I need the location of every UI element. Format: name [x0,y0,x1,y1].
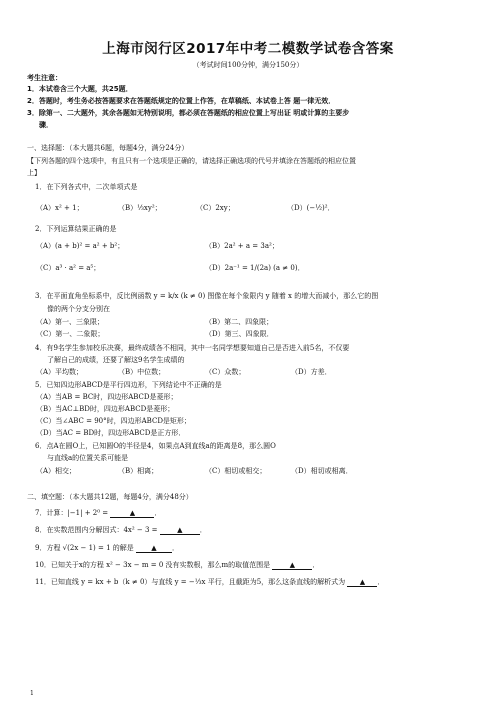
q9-answer-blank[interactable]: ▲ [136,543,172,553]
notice-item-1: 1．本试卷含三个大题，共25题． [27,85,133,93]
q3-option-b: （B）第二、四象限； [205,318,274,326]
q5-option-b: （B）当AC⊥BD时，四边形ABCD是菱形； [36,405,175,413]
q6-option-a: （A）相交； [36,467,77,475]
page-number: 1 [30,690,34,697]
q2-option-b: （B）2a² + a = 3a²； [205,242,279,250]
notice-item-2: 2．答题时，考生务必按答题要求在答题纸规定的位置上作答，在草稿纸、本试卷上答 题一律无效． [27,97,336,105]
q1-option-d: （D）(−½)²． [287,204,335,212]
q5-stem: 5．已知四边形ABCD是平行四边形，下列结论中不正确的是 [35,381,222,389]
q8-stem: 8．在实数范围内分解因式：4x² − 3 = [35,526,158,534]
q3-option-d: （D）第三、四象限． [205,330,274,338]
q10-answer-blank[interactable]: ▲ [272,560,312,570]
q9-stem: 9．方程 √(2x − 1) = 1 的解是 [35,544,134,552]
q10-stem: 10．已知关于x的方程 x² − 3x − m = 0 没有实数根，那么m的取值范围是 [35,561,271,569]
q7-stem: 7．计算：|−1| + 2⁰ = [35,509,109,517]
q4-option-a: （A）平均数； [36,368,84,376]
q6-option-c: （C）相切或相交； [205,467,267,475]
q8-row: 8．在实数范围内分解因式：4x² − 3 = ▲ ． [35,525,207,534]
q8-answer-blank[interactable]: ▲ [160,525,200,535]
q10-row: 10．已知关于x的方程 x² − 3x − m = 0 没有实数根，那么m的取值范围是 ▲ ． [35,560,320,569]
q1-option-b: （B）⅓xy²； [118,204,162,212]
q4-option-b: （B）中位数； [118,368,166,376]
q11-row: 11．已知直线 y = kx + b（k ≠ 0）与直线 y = −⅓x 平行，且截距为5，那么这条直线的解析式为 ▲ ． [35,577,385,586]
q2-option-a: （A）(a + b)² = a² + b²； [36,242,125,250]
q5-option-d: （D）当AC = BD时，四边形ABCD是正方形． [36,429,186,437]
q4-option-d: （D）方差． [291,368,332,376]
section2-heading: 二、填空题：（本大题共12题，每题4分，满分48分） [27,493,193,501]
q5-option-a: （A）当AB = BC时，四边形ABCD是菱形； [36,393,178,401]
q3-stem-cont: 像的两个分支分别在 [47,305,110,313]
q4-option-c: （C）众数； [205,368,246,376]
q11-answer-blank[interactable]: ▲ [347,577,377,587]
q4-stem-cont: 了解自己的成绩，还要了解这9名学生成绩的 [47,356,185,364]
q6-option-b: （B）相离； [118,467,159,475]
q7-answer-blank[interactable]: ▲ [110,508,154,518]
notice-item-3: 3．除第一、二大题外，其余各题如无特别说明，都必须在答题纸的相应位置上写出证 明或计算的主要步 [27,109,350,117]
page-title: 上海市闵行区2017年中考二模数学试卷含答案 [102,41,394,57]
section1-heading: 一、选择题：（本大题共6题，每题4分，满分24分） [27,144,189,152]
notice-heading: 考生注意： [27,74,62,82]
q1-stem: 1．在下列各式中，二次单项式是 [35,183,138,191]
q6-stem: 6．点A在圆O上，已知圆O的半径是4，如果点A到直线a的距离是8，那么圆O [35,442,276,450]
q2-option-c: （C）a³ · a² = a⁵； [36,264,101,272]
q4-stem: 4．有9名学生参加校乐决赛，最终成绩各不相同，其中一名同学想要知道自己是否进入前5名，不仅要 [35,344,350,352]
page-subtitle: （考试时间100分钟，满分150分） [192,61,304,69]
q1-option-a: （A）x² + 1； [36,204,84,212]
q5-option-c: （C）当∠ABC = 90°时，四边形ABCD是矩形； [36,417,191,425]
q11-stem: 11．已知直线 y = kx + b（k ≠ 0）与直线 y = −⅓x 平行，且截距为5，那么这条直线的解析式为 [35,578,346,586]
q7-row: 7．计算：|−1| + 2⁰ = ▲ ． [35,508,162,517]
section1-instruction: 【下列各题的四个选项中，有且只有一个选项是正确的，请选择正确选项的代号并填涂在答题纸的相应位置 [27,157,356,165]
q1-option-c: （C）2xy； [196,204,235,212]
q6-option-d: （D）相切或相离． [291,467,353,475]
q2-stem: 2．下列运算结果正确的是 [35,225,117,233]
q2-option-d: （D）2a⁻¹ = 1/(2a) (a ≠ 0)． [205,264,305,272]
q3-option-c: （C）第一、二象限； [36,330,105,338]
q9-row: 9．方程 √(2x − 1) = 1 的解是 ▲ ． [35,543,179,552]
q3-option-a: （A）第一、三象限； [36,318,105,326]
q3-stem: 3．在平面直角坐标系中，反比例函数 y = k/x (k ≠ 0) 图像在每个象限内 y 随着 x 的增大而减小，那么它的图 [35,292,379,300]
q6-stem-cont: 与直线a的位置关系可能是 [47,454,129,462]
notice-item-3-cont: 骤． [39,121,53,129]
section1-instruction-cont: 上】 [27,169,41,177]
